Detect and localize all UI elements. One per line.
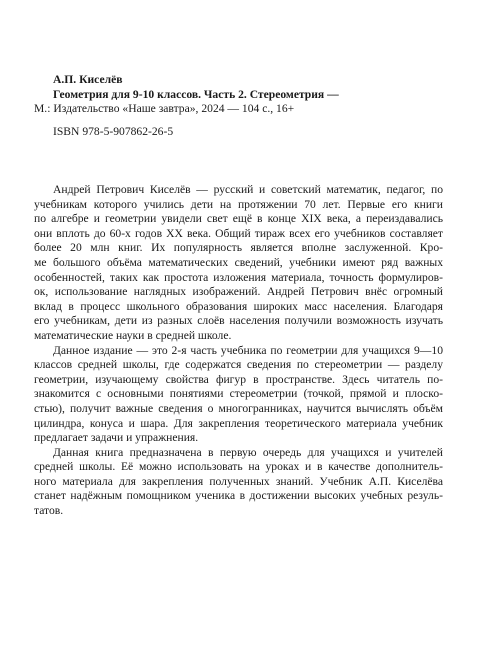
publisher-line: М.: Издательство «Наше завтра», 2024 — 104 с., 16+ — [34, 102, 295, 115]
text-line: ок, использование наглядных изображений. Андрей Петрович внёс огромный — [34, 285, 443, 299]
text-line: они вплоть до 60-х годов XX века. Общий тираж всех его учебников составляет — [34, 226, 443, 240]
paragraph — [34, 183, 443, 344]
text-line: более 20 млн книг. Их популярность является вполне заслуженной. Кро- — [34, 241, 443, 255]
text-line: ного материала для закрепления полученных знаний. Учебник А.П. Киселёва — [34, 474, 443, 488]
text-line: особенностей, таких как простота изложения материала, точность формулиров- — [34, 270, 443, 284]
text-line: вклад в процесс школьного образования широких масс населения. Благодаря — [34, 299, 443, 313]
text-line: средней школы. Её можно использовать на уроках и в качестве дополнитель- — [34, 460, 443, 474]
text-line: ме большого объёма математических сведений, учебники имеют ряд важных — [34, 255, 443, 269]
text-line: стью), получит важные сведения о многогранниках, научится вычислять объём — [34, 401, 443, 415]
text-line: геометрии, изучающему свойства фигур в пространстве. Здесь читатель по- — [34, 372, 443, 386]
text-line: станет надёжным помощником ученика в достижении высоких учебных резуль- — [34, 489, 443, 503]
text-line: Андрей Петрович Киселёв — русский и советский математик, педагог, по — [53, 183, 443, 196]
text-line: татов. — [34, 504, 64, 518]
text-line: по алгебре и геометрии увидели свет ещё в конце XIX века, а переиздавались — [34, 212, 443, 226]
isbn: ISBN 978-5-907862-26-5 — [53, 125, 174, 138]
paragraph — [34, 446, 443, 519]
bibliographic-imprint — [34, 73, 454, 117]
text-line: цилиндра, конуса и шара. Для закрепления теоретического материала учебник — [34, 416, 443, 430]
text-line: предлагает задачи и упражнения. — [34, 431, 199, 445]
paragraph — [34, 344, 443, 446]
text-line: учебникам которого учились дети на протяжении 70 лет. Первые его книги — [34, 197, 443, 211]
book-title: Геометрия для 9-10 классов. Часть 2. Стереометрия — — [53, 87, 339, 101]
text-line: знакомится с основными понятиями стереометрии (точкой, прямой и плоско- — [34, 387, 443, 401]
text-line: его учебникам, дети из разных слоёв населения получили возможность изучать — [34, 314, 443, 328]
text-line: классов средней школы, где содержатся сведения по стереометрии — разделу — [34, 358, 443, 372]
annotation-text — [34, 183, 443, 519]
text-line: Данная книга предназначена в первую очередь для учащихся и учителей — [53, 445, 443, 459]
text-line: математические науки в средней школе. — [34, 328, 232, 342]
text-line: Данное издание — это 2-я часть учебника по геометрии для учащихся 9—10 — [53, 343, 443, 357]
author-name: А.П. Киселёв — [53, 73, 123, 86]
